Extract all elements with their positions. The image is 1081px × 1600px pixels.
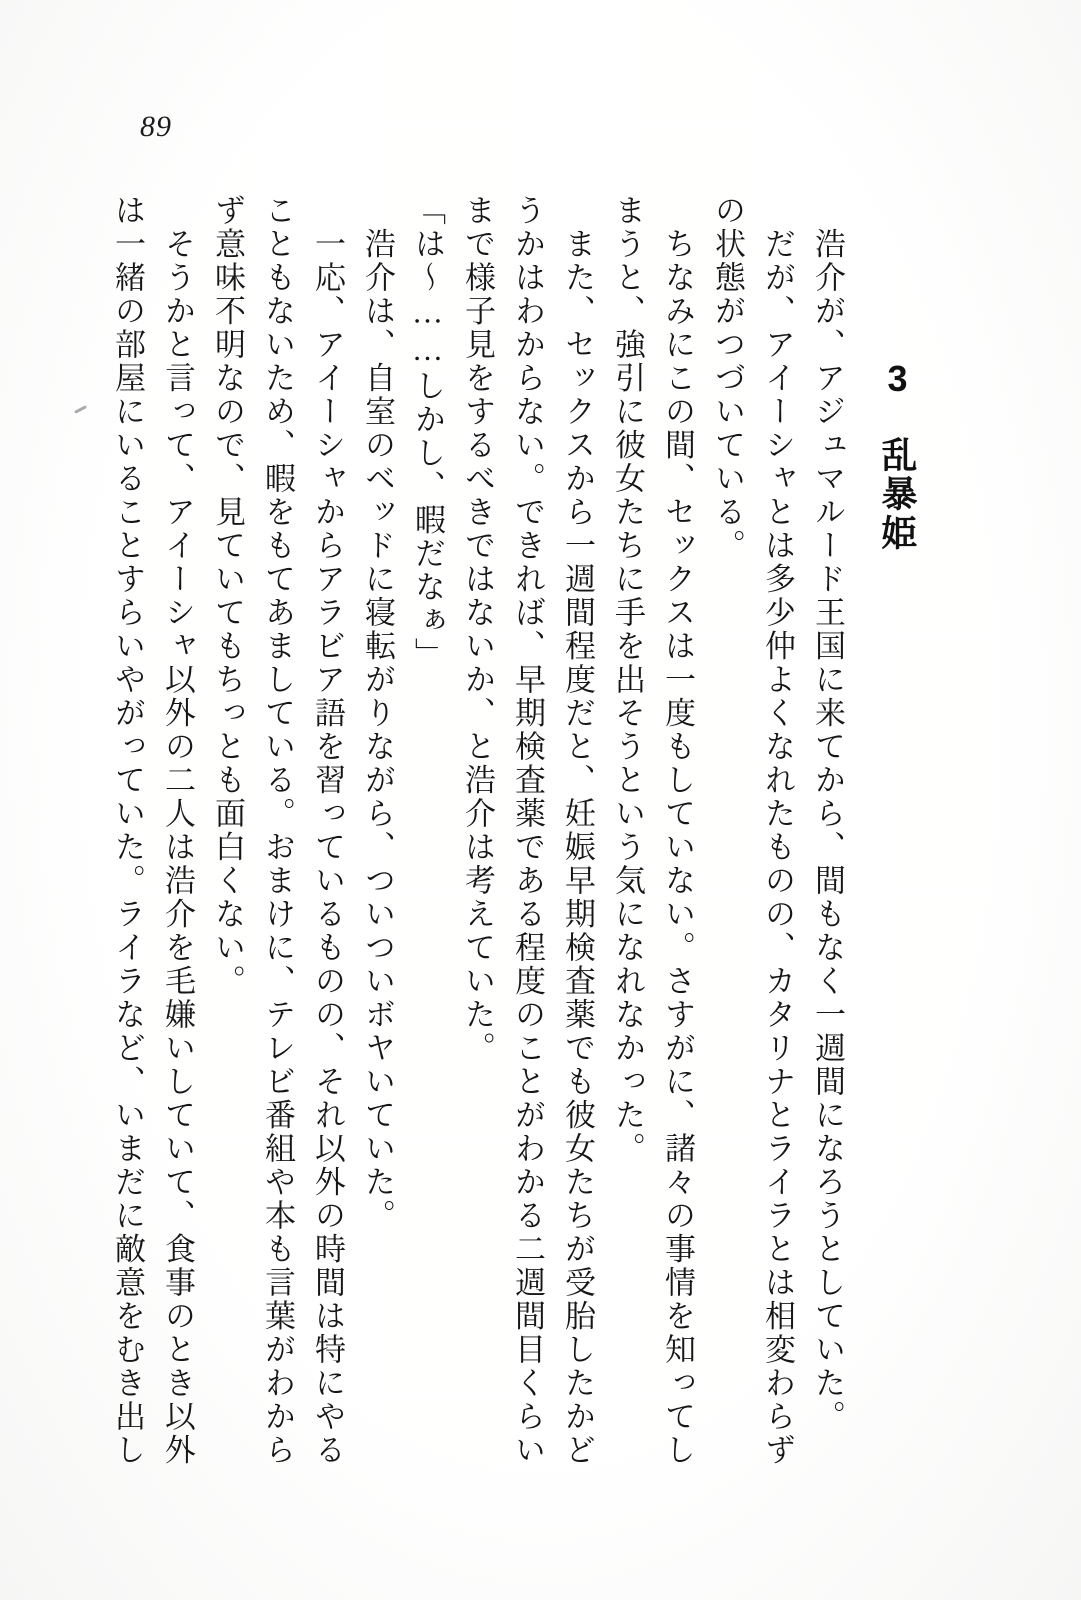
text-line: ず意味不明なので、見ていてもちっとも面白くない。 [210,194,245,998]
text-line: まで様子見をするべきではないか、と浩介は考えていた。 [460,194,495,1065]
text-line: 「は〜……しかし、暇だなぁ」 [410,194,445,671]
text-line: 浩介は、自室のベッドに寝転がりながら、ついついボヤいていた。 [360,194,395,1233]
text-line: また、セックスから一週間程度だと、妊娠早期検査薬でも彼女たちが受胎したかど [560,194,595,1467]
text-line: 一応、アイーシャからアラビア語を習っているものの、それ以外の時間は特にやる [310,194,345,1467]
page-number: 89 [140,110,172,143]
text-line: は一緒の部屋にいることすらいやがっていた。ライラなど、いまだに敵意をむき出し [110,194,145,1467]
text-line: ちなみにこの間、セックスは一度もしていない。さすがに、諸々の事情を知ってし [660,194,695,1467]
text-line: まうと、強引に彼女たちに手を出そうという気になれなかった。 [610,194,645,1166]
chapter-heading [872,358,923,778]
text-line: だが、アイーシャとは多少仲よくなれたものの、カタリナとライラとは相変わらず [760,194,795,1467]
text-line: うかはわからない。できれば、早期検査薬である程度のことがわかる二週間目くらい [510,194,545,1467]
text-line: 浩介が、アジュマルード王国に来てから、間もなく一週間になろうとしていた。 [810,194,845,1434]
chapter-title: 乱暴姫 [877,436,918,553]
text-line: の状態がつづいている。 [710,194,745,563]
text-line: こともないため、暇をもてあましている。おまけに、テレビ番組や本も言葉がわから [260,194,295,1467]
chapter-number: 3 [877,358,918,402]
text-line: そうかと言って、アイーシャ以外の二人は浩介を毛嫌いしていて、食事のとき以外 [160,194,195,1467]
body-text [102,194,852,1484]
scan-artifact-mark [74,405,87,414]
